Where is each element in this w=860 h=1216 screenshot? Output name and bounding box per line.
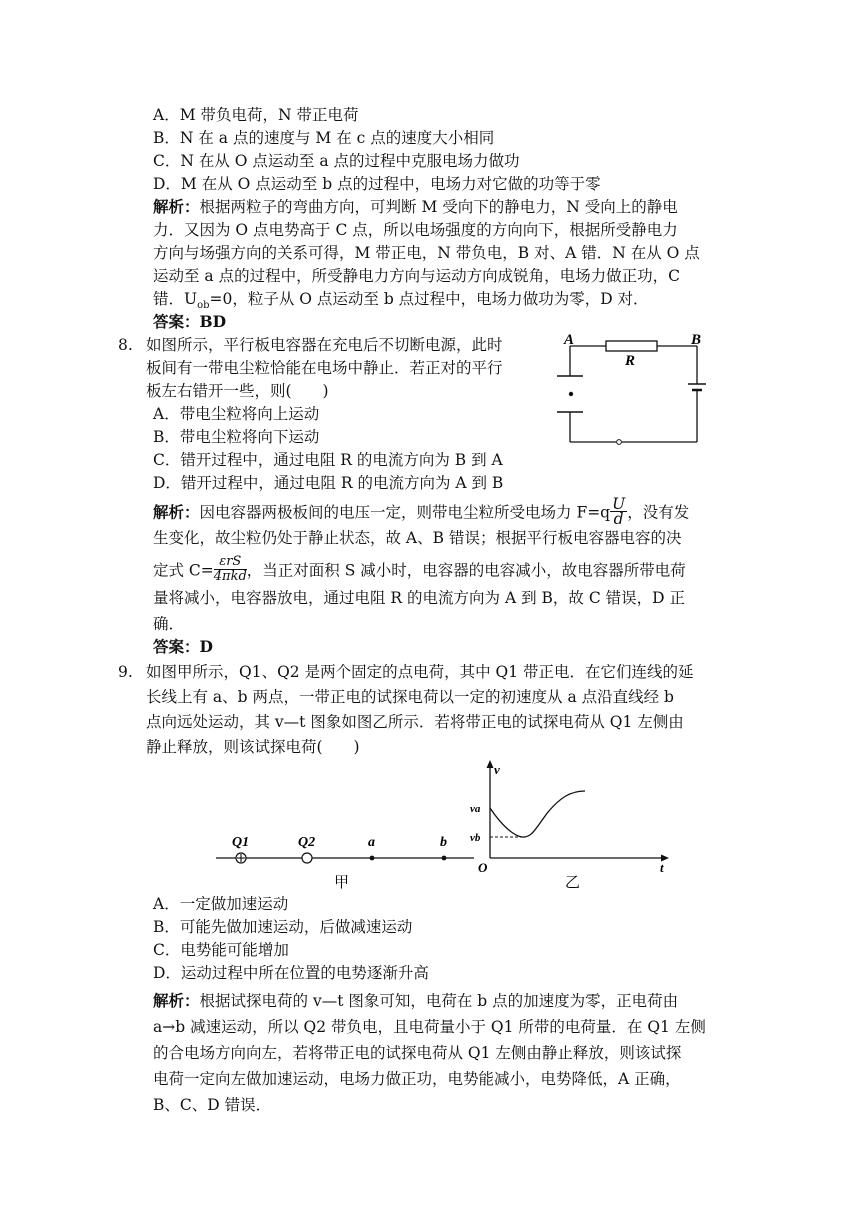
q8-option-d: D．错开过程中，通过电阻 R 的电流方向为 A 到 B [153,474,504,492]
label-t: t [660,860,664,875]
q7-option-d: D．M 在从 O 点运动至 b 点的过程中，电场力对它做的功等于零 [153,175,601,193]
point-b [442,856,447,861]
q8-stem-line: 板间有一带电尘粒恰能在电场中静止．若正对的平行 [146,359,503,377]
circuit-label-a: A [564,332,575,348]
q8-option-b: B．带电尘粒将向下运动 [153,428,320,446]
q8-analysis-line: 量将减小，电容器放电，通过电阻 R 的电流方向为 A 到 B，故 C 错误，D 正 [153,589,685,607]
label-q2: Q2 [298,835,316,850]
v-axis-arrow [487,760,494,768]
q9-stem-line: 长线上有 a、b 两点，一带正电的试探电荷以一定的初速度从 a 点沿直线经 b [146,688,674,706]
label-va: va [470,803,481,815]
q7-analysis-line: 解析：根据两粒子的弯曲方向，可判断 M 受向下的静电力，N 受向上的静电 [153,197,678,216]
resistor [606,341,657,351]
caption-jia: 甲 [334,875,350,891]
q7-analysis-line: 力．又因为 O 点电势高于 C 点，所以电场强度的方向向下，根据所受静电力 [153,221,678,239]
circuit-label-b: B [691,332,702,348]
caption-yi: 乙 [565,875,581,891]
q9-stem-line: 如图甲所示，Q1、Q2 是两个固定的点电荷，其中 Q1 带正电．在它们连线的延 [146,663,694,681]
q8-number: 8. [118,336,133,354]
q9-analysis-line: a→b 减速运动，所以 Q2 带负电，且电荷量小于 Q1 所带的电荷量．在 Q1 左侧 [153,1018,706,1036]
q9-analysis-line: 解析：根据试探电荷的 v—t 图象可知，电荷在 b 点的加速度为零，正电荷由 [153,991,679,1010]
q8-analysis-line: 定式 C= εrS 4πkd ，当正对面积 S 减小时，电容器的电容减小，故电容器所带电荷 [153,554,686,584]
circuit-label-r: R [625,353,636,369]
q9-analysis-line: 的合电场方向向左，若将带正电的试探电荷从 Q1 左侧由静止释放，则该试探 [153,1044,682,1062]
switch-contact [617,440,622,445]
q7-option-c: C．N 在从 O 点运动至 a 点的过程中克服电场力做功 [153,152,520,170]
q9-figure-jia [216,828,476,891]
q7-answer: 答案：BD [153,312,227,331]
q7-analysis-line: 错．$U_{ob}=0$，粒子从 O 点运动至 b 点过程中，电场力做功为零，D 对． [153,290,649,312]
label-b: b [440,835,447,850]
q9-option-a: A．一定做加速运动 [153,895,289,913]
q8-analysis-line: 确． [153,615,185,633]
q8-analysis-label: 解析： [153,502,200,522]
fraction-u-over-d: $\frac{U}{d}$ [612,495,626,528]
q9-analysis-line: 电荷一定向左做加速运动，电场力做正功，电势能减小，电势降低，A 正确， [153,1070,681,1088]
fraction-capacitance: εrS 4πkd [213,554,247,584]
q9-stem-line: 静止释放，则该试探电荷( ) [146,738,360,756]
q2-charge [302,853,312,863]
q9-analysis-label: 解析： [153,991,200,1010]
v-t-curve [490,791,585,837]
q8-option-c: C．错开过程中，通过电阻 R 的电流方向为 B 到 A [153,451,503,469]
q8-circuit-diagram [554,328,714,458]
q9-number: 9. [118,663,133,681]
label-vb: vb [470,832,481,844]
dust-particle [569,392,573,396]
label-q1: Q1 [232,835,250,850]
q8-option-a: A．带电尘粒将向上运动 [153,405,320,423]
q9-option-c: C．电势能可能增加 [153,941,289,959]
subscript-ob: ob [197,300,210,312]
point-a [370,856,375,861]
q9-option-d: D．运动过程中所在位置的电势逐渐升高 [153,964,429,982]
q7-analysis-line: 方向与场强方向的关系可得，M 带正电，N 带负电，B 对、A 错．N 在从 O 点 [153,244,700,262]
q8-answer: 答案：D [153,637,213,656]
q9-analysis-line: B、C、D 错误． [153,1096,272,1114]
q8-stem-line: 板左右错开一些，则( ) [146,382,329,400]
q7-analysis-label: 解析： [153,197,200,216]
q9-figure-yi [470,758,680,891]
label-origin: O [478,860,488,875]
q7-option-b: B．N 在 a 点的速度与 M 在 c 点的速度大小相同 [153,129,495,147]
q9-option-b: B．可能先做加速运动，后做减速运动 [153,918,413,936]
q7-analysis-line: 运动至 a 点的过程中，所受静电力方向与运动方向成锐角，电场力做正功，C [153,267,680,285]
label-v: v [494,762,500,777]
q8-analysis-line: 生变化，故尘粒仍处于静止状态，故 A、B 错误；根据平行板电容器电容的决 [153,529,682,547]
label-a: a [368,835,375,850]
q9-stem-line: 点向远处运动，其 v—t 图象如图乙所示．若将带正电的试探电荷从 Q1 左侧由 [146,713,684,731]
q7-option-a: A．M 带负电荷，N 带正电荷 [153,106,359,124]
q8-stem-line: 如图所示，平行板电容器在充电后不切断电源，此时 [146,336,503,354]
q8-analysis-line: 解析：因电容器两极板间的电压一定，则带电尘粒所受电场力 F=q $\frac{U}{d}$ ，没有发 [153,495,690,528]
